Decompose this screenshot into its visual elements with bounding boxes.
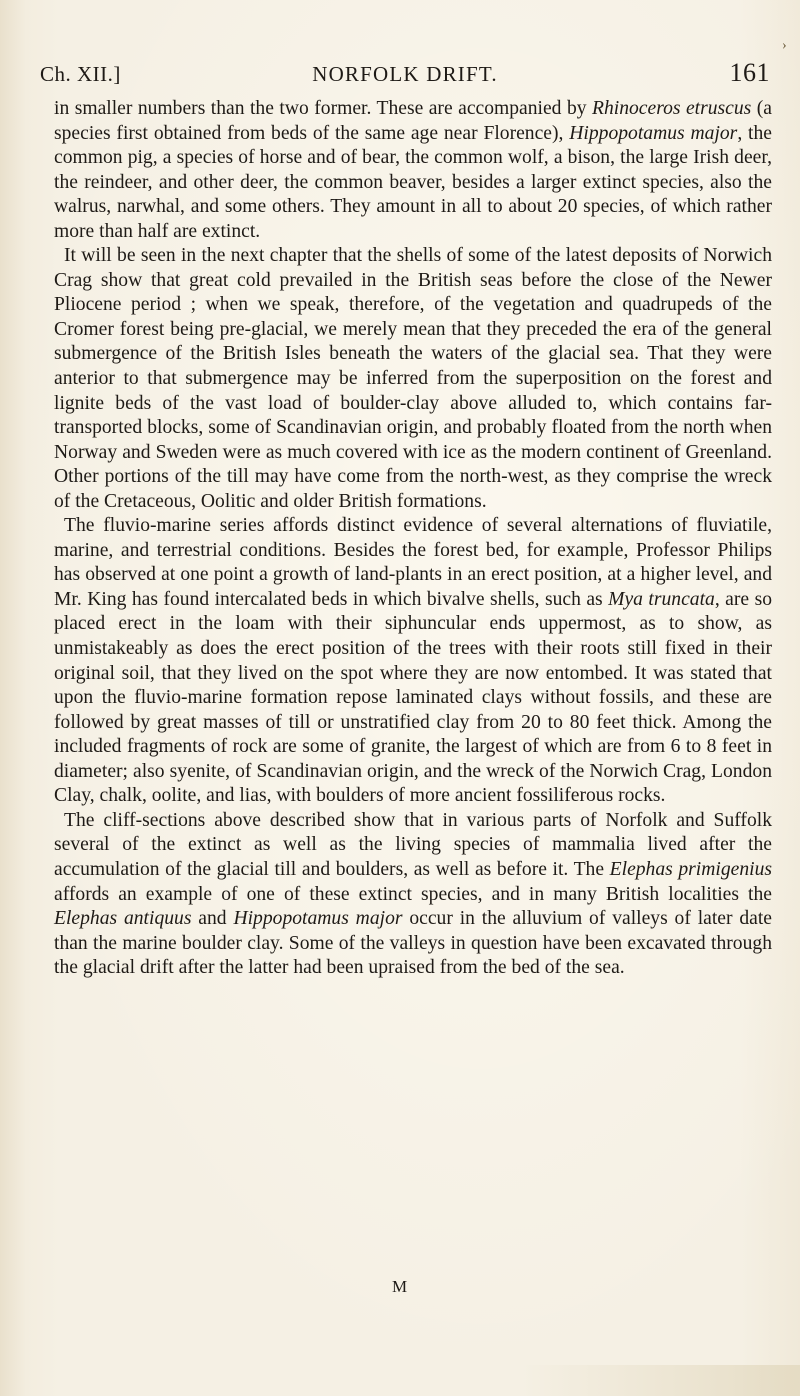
text-run: The cliff-sections above described show that in various parts of Norfolk and Suffolk several of the extinct as well as the living species of mammalia lived after the accumulation of the glacial till and boulders, as well as before it. The [54,809,772,880]
italic-taxon-name: Hippopotamus major [233,908,403,930]
text-run: occur in the alluvium of valleys of later date than the marine boulder clay. Some of the valleys in question have been excavated through the glacial drift after the latter had been upraised from the bed of the sea. [54,908,772,979]
corner-mark: › [782,38,787,53]
italic-taxon-name: Hippopotamus major [569,122,738,144]
paragraph [54,809,772,981]
text-run: It will be seen in the next chapter that the shells of some of the latest deposits of Norwich Crag show that great cold prevailed in the British seas before the close of the Newer Pliocene period ; when we speak, therefore, of the vegetation and quadrupeds of the Cromer forest being pre-glacial, we merely mean that they preceded the era of the general submergence of the British Isles beneath the waters of the glacial sea. That they were anterior to that submergence may be inferred from the superposition on the forest and lignite beds of the vast load of boulder-clay above alluded to, which contains far-transported blocks, some of Scandinavian origin, and probably floated from the north when Norway and Sweden were as much covered with ice as the modern continent of Greenland. Other portions of the till may have come from the north-west, as they comprise the wreck of the Cretaceous, Oolitic and older British formations. [54,245,772,512]
page-number: 161 [729,58,770,87]
chapter-label: Ch. XII.] [40,62,121,86]
text-run: affords an example of one of these extinct species, and in many British localities the [54,883,772,905]
text-run: , the common pig, a species of horse and of bear, the common wolf, a bison, the large Irish deer, the reindeer, and other deer, the common beaver, besides a larger extinct species, also the walrus, narwhal, and some others. They amount in all to about 20 species, of which rather more than half are extinct. [54,122,772,242]
italic-taxon-name: Elephas antiquus [54,908,192,930]
text-run: , are so placed erect in the loam with their siphuncular ends uppermost, as to show, as unmistakeably as does the erect position of the trees with their roots still fixed in their original soil, that they lived on the spot where they are now entombed. It was stated that upon the fluvio-marine formation repose laminated clays without fossils, and these are followed by great masses of till or unstratified clay from 20 to 80 feet thick. Among the included fragments of rock are some of granite, the largest of which are from 6 to 8 feet in diameter; also syenite, of Scandinavian origin, and the wreck of the Norwich Crag, London Clay, chalk, oolite, and lias, with boulders of more ancient fossiliferous rocks. [54,588,772,807]
body-text [54,97,772,981]
italic-taxon-name: Mya truncata [608,588,715,610]
running-head [40,58,770,96]
text-run: in smaller numbers than the two former. These are accompanied by [54,98,592,119]
paragraph [54,97,772,244]
italic-taxon-name: Elephas primigenius [609,858,773,880]
signature-mark: M [391,1277,409,1296]
page-title: NORFOLK DRIFT. [312,62,498,86]
text-run: (a species first obtained from beds of the same age near Florence), [54,98,772,144]
paragraph [54,514,772,809]
text-run: The fluvio-marine series affords distinct evidence of several alternations of fluviatile, marine, and terrestrial conditions. Besides the forest bed, for example, Professor Philips has observed at one point a growth of land-plants in an erect position, at a higher level, and Mr. King has found intercalated beds in which bivalve shells, such as [54,515,772,610]
paragraph [54,244,772,514]
text-run: and [191,908,234,930]
italic-taxon-name: Rhinoceros etruscus [592,98,752,119]
page-edge-shadow [520,1365,800,1396]
